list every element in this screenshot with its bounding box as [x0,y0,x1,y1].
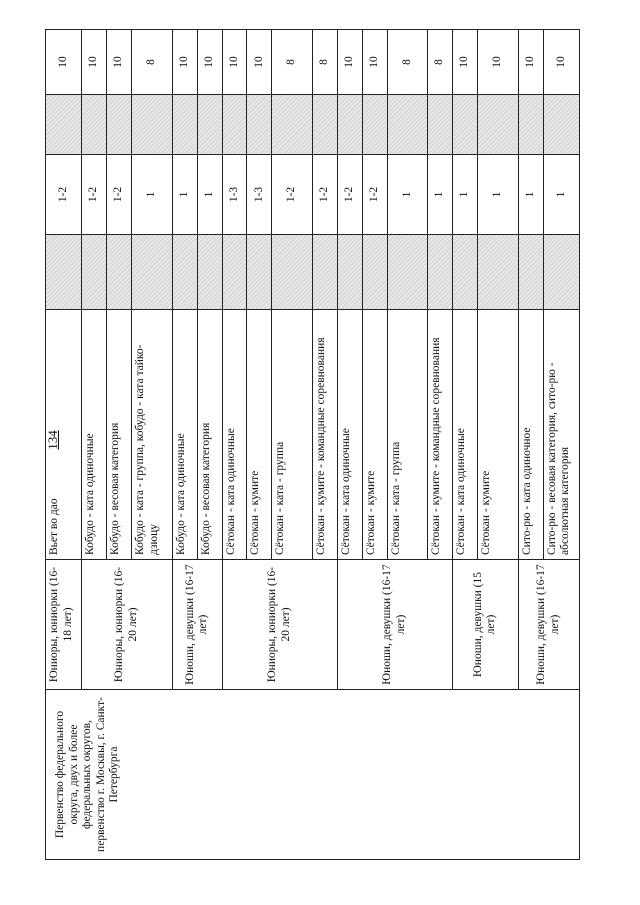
shaded-cell [312,95,337,155]
count-cell: 10 [478,30,519,95]
place-cell: 1 [197,155,222,235]
shaded-cell [518,235,543,310]
count-cell: 8 [312,30,337,95]
count-cell: 8 [132,30,173,95]
place-cell: 1 [453,155,478,235]
age-group-cell: Юноши, девушки (16-17 лет) [172,560,222,690]
shaded-cell [247,95,272,155]
shaded-cell [132,95,173,155]
shaded-cell [337,95,362,155]
count-cell: 10 [453,30,478,95]
shaded-cell [362,95,387,155]
discipline-cell: Сётокан - кумите - командные соревнования [428,310,453,560]
count-cell: 8 [387,30,428,95]
sports-table [45,29,580,860]
count-cell: 10 [107,30,132,95]
count-cell: 10 [222,30,247,95]
count-cell: 10 [362,30,387,95]
place-cell: 1-2 [46,155,82,235]
place-cell: 1-2 [312,155,337,235]
discipline-cell: Кобудо - весовая категория [107,310,132,560]
shaded-cell [387,95,428,155]
shaded-cell [247,235,272,310]
shaded-cell [107,95,132,155]
discipline-cell: Сито-рю - весовая категория, сито-рю - абсолютная категория [543,310,579,560]
shaded-cell [82,95,107,155]
count-cell: 8 [272,30,313,95]
count-cell: 10 [197,30,222,95]
discipline-cell: Сётокан - кумите - командные соревнования [312,310,337,560]
place-cell: 1 [543,155,579,235]
shaded-cell [428,95,453,155]
shaded-cell [478,95,519,155]
discipline-cell: Вьет во дао [46,310,82,560]
shaded-cell [82,235,107,310]
discipline-cell: Сётокан - ката одиночные [222,310,247,560]
age-group-cell: Юноши, девушки (15 лет) [453,560,519,690]
place-cell: 1 [478,155,519,235]
shaded-cell [222,95,247,155]
page-number: 134 [45,430,60,450]
count-cell: 10 [337,30,362,95]
shaded-cell [543,95,579,155]
place-cell: 1 [387,155,428,235]
rotated-table-wrapper [45,30,580,860]
discipline-cell: Кобудо - ката одиночные [82,310,107,560]
shaded-cell [312,235,337,310]
shaded-cell [172,235,197,310]
shaded-cell [222,235,247,310]
discipline-cell: Сётокан - ката одиночные [453,310,478,560]
shaded-cell [197,235,222,310]
age-group-cell: Юноши, девушки (16-17 лет) [337,560,452,690]
shaded-cell [272,95,313,155]
shaded-cell [132,235,173,310]
discipline-cell: Кобудо - ката - группа, кобудо - ката тайко-дзюцу [132,310,173,560]
place-cell: 1-2 [82,155,107,235]
count-cell: 10 [82,30,107,95]
age-group-cell: Юниоры, юниорки (16-20 лет) [82,560,172,690]
count-cell: 10 [543,30,579,95]
shaded-cell [518,95,543,155]
place-cell: 1-2 [107,155,132,235]
place-cell: 1 [518,155,543,235]
place-cell: 1 [172,155,197,235]
shaded-cell [543,235,579,310]
discipline-cell: Сётокан - ката - группа [272,310,313,560]
shaded-cell [46,235,82,310]
place-cell: 1-3 [247,155,272,235]
discipline-cell: Сито-рю - ката одиночное [518,310,543,560]
discipline-cell: Сётокан - кумите [478,310,519,560]
discipline-cell: Сётокан - кумите [247,310,272,560]
count-cell: 10 [46,30,82,95]
place-cell: 1-2 [272,155,313,235]
discipline-cell: Сётокан - ката одиночные [337,310,362,560]
place-cell: 1-2 [362,155,387,235]
shaded-cell [478,235,519,310]
shaded-cell [387,235,428,310]
shaded-cell [362,235,387,310]
shaded-cell [272,235,313,310]
discipline-cell: Кобудо - весовая категория [197,310,222,560]
count-cell: 10 [172,30,197,95]
age-group-cell: Юноши, девушки (16-17 лет) [518,560,579,690]
age-group-cell: Юниоры, юниорки (16-20 лет) [222,560,337,690]
place-cell: 1-3 [222,155,247,235]
table-row [46,30,82,860]
count-cell: 10 [247,30,272,95]
place-cell: 1-2 [337,155,362,235]
place-cell: 1 [428,155,453,235]
shaded-cell [107,235,132,310]
discipline-cell: Кобудо - ката одиночные [172,310,197,560]
discipline-cell: Сётокан - кумите [362,310,387,560]
shaded-cell [453,235,478,310]
place-cell: 1 [132,155,173,235]
shaded-cell [453,95,478,155]
shaded-cell [337,235,362,310]
shaded-cell [428,235,453,310]
discipline-cell: Сётокан - ката - группа [387,310,428,560]
age-group-cell: Юниоры, юниорки (16-18 лет) [46,560,82,690]
shaded-cell [172,95,197,155]
event-cell: Первенство федерального округа, двух и более федеральных округов, первенство г. Москвы, г. Санкт-Петербурга [46,690,580,860]
shaded-cell [46,95,82,155]
count-cell: 8 [428,30,453,95]
shaded-cell [197,95,222,155]
count-cell: 10 [518,30,543,95]
